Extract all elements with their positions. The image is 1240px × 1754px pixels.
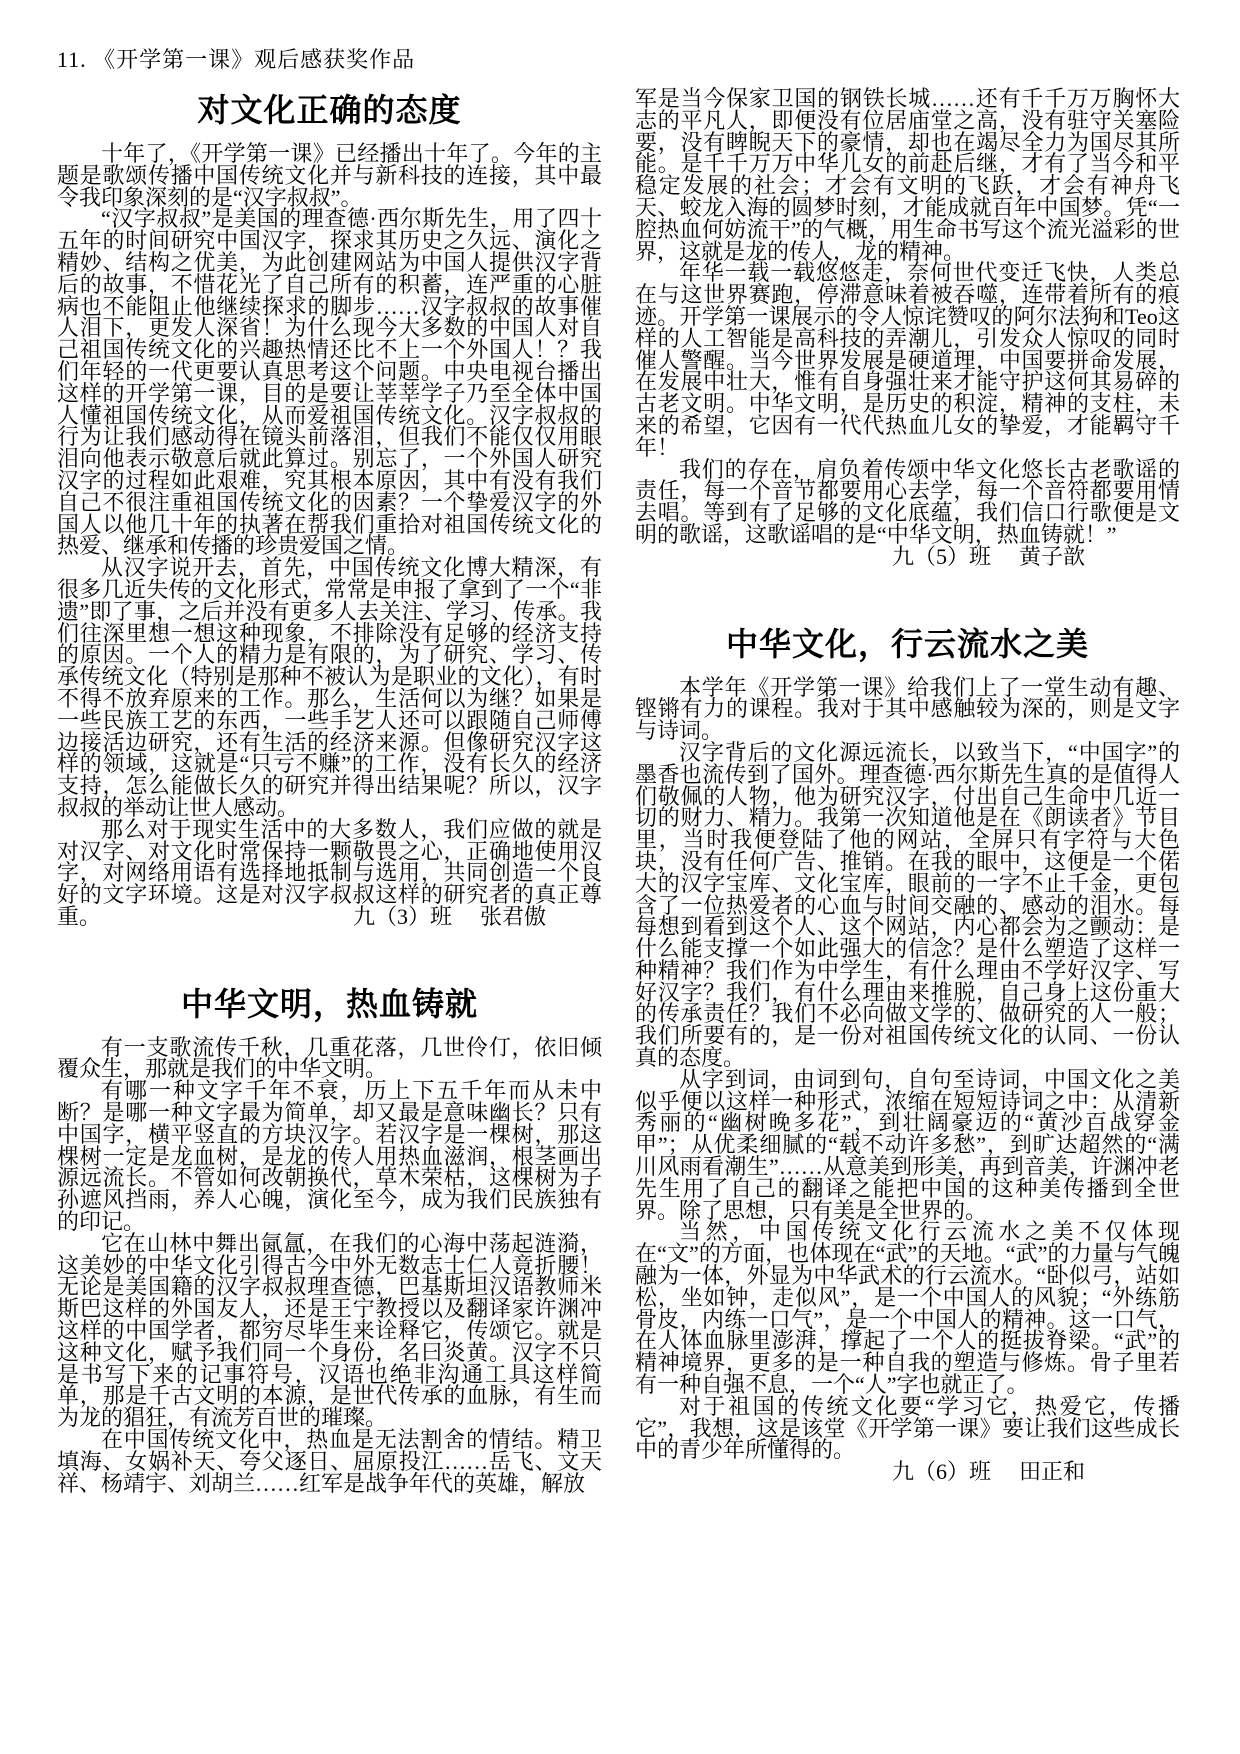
paragraph: “汉字叔叔”是美国的理查德·西尔斯先生，用了四十五年的时间研究中国汉字，探求其历史之久远、演化之精妙、结构之优美，为此创建网站为中国人提供汉字背后的故事，不惜花光了自己所有的积蓄，连严重的心脏病也不能阻止他继续探求的脚步……汉字叔叔的故事催人泪下，更发人深省！为什么现今大多数的中国人对自己祖国传统文化的兴趣热情还比不上一个外国人！？我们年轻的一代更要认真思考这个问题。中央电视台播出这样的开学第一课，目的是要让莘莘学子乃至全体中国人懂祖国传统文化，从而爱祖国传统文化。汉字叔叔的行为让我们感动得在镜头前落泪，但我们不能仅仅用眼泪向他表示敬意后就此算过。别忘了，一个外国人研究汉字的过程如此艰难，究其根本原因，其中有没有我们自己不很注重祖国传统文化的因素？一个挚爱汉字的外国人以他几十年的执著在帮我们重拾对祖国传统文化的热爱、继承和传播的珍贵爱国之情。 [57,206,602,559]
essay-title: 中华文明，热血铸就 [180,985,478,1022]
author-signature [635,1461,1180,1483]
author-class-label: 九（3）班 [352,903,452,929]
author-name: 黄子歆 [1018,543,1085,569]
paragraph: 汉字背后的文化源远流长，以致当下，“中国字”的墨香也流传到了国外。理查德·西尔斯先生真的是值得人们敬佩的人物，他为研究汉字，付出自己生命中几近一切的财力、精力。我第一次知道他是在《朗读者》节目里，当时我便登陆了他的网站，全屏只有字符与大色块，没有任何广告、推销。在我的眼中，这便是一个偌大的汉字宝库、文化宝库，眼前的一字不止千金，更包含了一位热爱者的心血与时间交融的、感动的泪水。每每想到看到这个人、这个网站，内心都会为之颤动：是什么能支撑一个如此强大的信念？是什么塑造了这样一种精神？我们作为中学生，有什么理由不学好汉字、写好汉字？我们，有什么理由来推脱，自己身上这份重大的传承责任？我们不必向做文学的、做研究的人一般；我们所要有的，是一份对祖国传统文化的认同、一份认真的态度。 [635,739,1180,1071]
author-signature [352,903,602,929]
author-name: 田正和 [1018,1459,1085,1485]
paragraph: 对于祖国的传统文化要“学习它，热爱它，传播它”，我想，这是该堂《开学第一课》要让我们这些成长中的青少年所懂得的。 [635,1393,1180,1463]
two-column-layout [57,88,1180,1494]
paragraph: 它在山林中舞出氤氲，在我们的心海中荡起涟漪，这美妙的中华文化引得古今中外无数志士仁人竟折腰！无论是美国籍的汉字叔叔理查德，巴基斯坦汉语教师米斯巴这样的外国友人，还是王宁教授以及翻译家许渊冲这样的中国学者，都穷尽毕生来诠释它，传颂它。就是这种文化，赋予我们同一个身份，名曰炎黄。汉字不只是书写下来的记事符号，汉语也绝非沟通工具这样简单，那是千古文明的本源，是世代传承的血脉，有生而为龙的猖狂，有流芳百世的璀璨。 [57,1230,602,1431]
essay-title: 中华文化，行云流水之美 [725,625,1089,662]
author-name: 张君傲 [479,903,546,929]
author-class-label: 九（5）班 [891,543,991,569]
paragraph-continuation: 军是当今保家卫国的钢铁长城……还有千千万万胸怀大志的平凡人，即便没有位居庙堂之高，没有驻守关塞险要，没有睥睨天下的豪情，却也在竭尽全力为国尽其所能。是千千万万中华儿女的前赴后继，才有了当今和平稳定发展的社会；才会有文明的飞跃，才会有神舟飞天、蛟龙入海的圆梦时刻，才能成就百年中国梦。凭“一腔热血何妨流干”的气概，用生命书写这个流光溢彩的世界，这就是龙的传人，龙的精神。 [635,86,1180,264]
paragraph: 那么对于现实生活中的大多数人，我们应做的就是对汉字、对文化时常保持一颗敬畏之心，正确地使用汉字，对网络用语有选择地抵制与选用，共同创造一个良好的文字环境。这是对汉字叔叔这样的研究者的真正尊重。 九（3）班 张君傲 [57,816,602,929]
paragraph: 十年了，《开学第一课》已经播出十年了。今年的主题是歌颂传播中国传统文化并与新科技的连接，其中最令我印象深刻的是“汉字叔叔”。 [57,141,602,210]
author-class-label: 九（6）班 [891,1459,991,1485]
paragraph: 年华一载一载悠悠走，奈何世代变迁飞快，人类总在与这世界赛跑，停滞意味着被吞噬，连带着所有的痕迹。开学第一课展示的令人惊诧赞叹的阿尔法狗和Teo这样的人工智能是高科技的弄潮儿，引发众人惊叹的同时催人警醒。当今世界发展是硬道理，中国要拼命发展，在发展中壮大，惟有自身强壮来才能守护这何其易碎的古老文明。中华文明，是历史的积淀，精神的支柱，未来的希望，它因有一代代热血儿女的挚爱，才能羁守千年！ [635,260,1180,460]
paragraph: 有哪一种文字千年不衰，历上下五千年而从未中断？是哪一种文字最为简单，却又最是意味幽长？只有中国字，横平竖直的方块汉字。若汉字是一棵树，那这棵树一定是龙血树，是龙的传人用热血滋润，根茎画出源远流长。不管如何改朝换代，草木荣枯，这棵树为子孙遮风挡雨，养人心魄，演化至今，成为我们民族独有的印记。 [57,1078,602,1235]
paragraph: 我们的存在，肩负着传颂中华文化悠长古老歌谣的责任，每一个音节都要用心去学，每一个音符都要用情去唱。等到有了足够的文化底蕴，我们信口行歌便是文明的歌谣，这歌谣唱的是“中华文明，热血铸就！” [635,456,1180,547]
paragraph: 在中国传统文化中，热血是无法割舍的情结。精卫填海、女娲补天、夸父逐日、屈原投江……岳飞、文天祥、杨靖宇、刘胡兰……红军是战争年代的英雄，解放 [57,1427,602,1496]
paragraph: 从字到词，由词到句，自句至诗词，中国文化之美似乎便以这样一种形式，浓缩在短短诗词之中：从清新秀丽的“幽树晚多花”，到壮阔豪迈的“黄沙百战穿金甲”；从优柔细腻的“载不动许多愁”，到旷达超然的“满川风雨看潮生”……从意美到形美，再到音美，许渊冲老先生用了自己的翻译之能把中国的这种美传播到全世界。除了思想，只有美是全世界的。 [635,1066,1180,1223]
page-header: 11. 《开学第一课》观后感获奖作品 [57,47,416,72]
paragraph: 有一支歌流传千秋，几重花落，几世伶仃，依旧倾覆众生，那就是我们的中华文明。 [57,1034,602,1082]
column-right [635,88,1180,1483]
essay-title: 对文化正确的态度 [197,92,462,128]
paragraph: 当然，中国传统文化行云流水之美不仅体现在“文”的方面，也体现在“武”的天地。“武”的力量与气魄融为一体，外显为中华武术的行云流水。“卧似弓，站如松，坐如钟，走似风”，是一个中国人的风貌；“外练筋骨皮，内练一口气”，是一个中国人的精神。这一口气，在人体血脉里澎湃，撑起了一个人的挺拔脊梁。“武”的精神境界，更多的是一种自我的塑造与修炼。骨子里若有一种自强不息，一个“人”字也就正了。 [635,1219,1180,1398]
author-signature [635,543,1180,569]
paragraph: 本学年《开学第一课》给我们上了一堂生动有趣、铿锵有力的课程。我对于其中感触较为深的，则是文字与诗词。 [635,674,1180,744]
column-left [57,88,602,1494]
paragraph: 从汉字说开去，首先，中国传统文化博大精深，有很多几近失传的文化形式，常常是申报了拿到了一个“非遗”即了事，之后并没有更多人去关注、学习、传承。我们往深里想一想这种现象，不排除没有足够的经济支持的原因。一个人的精力是有限的，为了研究、学习、传承传统文化（特别是那种不被认为是职业的文化），有时不得不放弃原来的工作。那么，生活何以为继？如果是一些民族工艺的东西，一些手艺人还可以跟随自己师傅边接活边研究，还有生活的经济来源。但像研究汉字这样的领域，这就是“只亏不赚”的工作，没有长久的经济支持，怎么能做长久的研究并得出结果呢？所以，汉字叔叔的举动让世人感动。 [57,555,602,820]
